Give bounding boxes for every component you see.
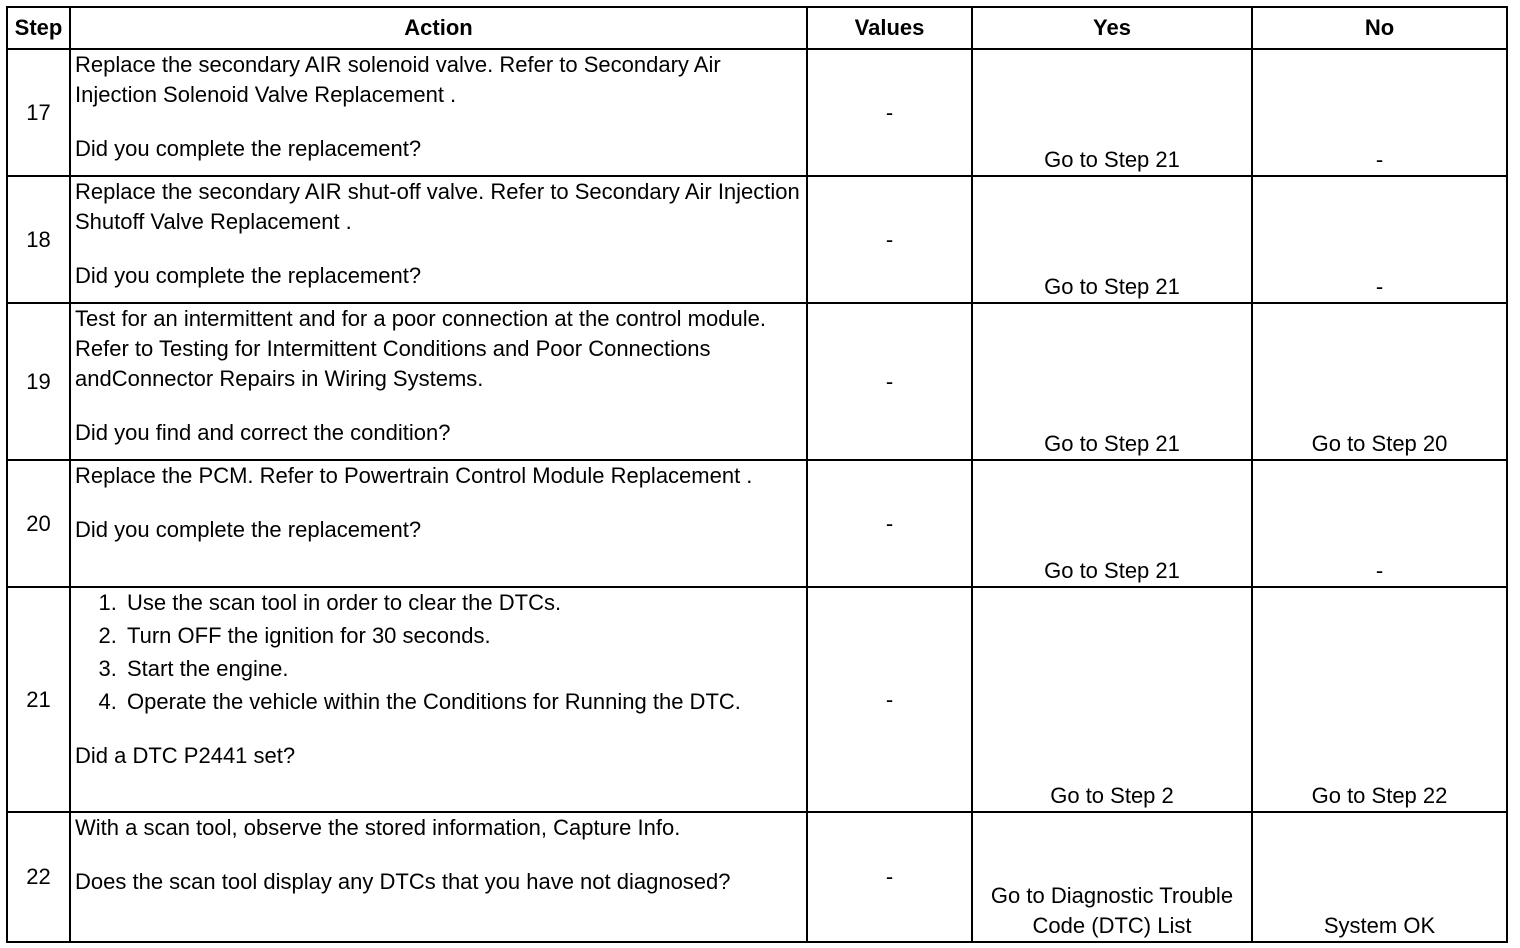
list-item: 3. Start the engine. bbox=[123, 654, 802, 684]
action-question: Does the scan tool display any DTCs that you have not diagnosed? bbox=[75, 869, 731, 894]
values-cell: - bbox=[807, 812, 972, 942]
yes-cell: Go to Step 21 bbox=[972, 303, 1252, 460]
values-cell: - bbox=[807, 587, 972, 812]
table-row bbox=[7, 49, 1507, 176]
list-item: 1. Use the scan tool in order to clear the DTCs. bbox=[123, 588, 802, 618]
table-row bbox=[7, 460, 1507, 587]
action-question: Did a DTC P2441 set? bbox=[75, 743, 296, 768]
no-cell: Go to Step 22 bbox=[1252, 587, 1507, 812]
values-cell: - bbox=[807, 460, 972, 587]
no-cell: - bbox=[1252, 460, 1507, 587]
no-cell: - bbox=[1252, 176, 1507, 303]
step-number: 18 bbox=[7, 176, 70, 303]
header-step: Step bbox=[7, 7, 70, 49]
table-row bbox=[7, 303, 1507, 460]
action-cell bbox=[70, 49, 807, 176]
action-cell bbox=[70, 587, 807, 812]
header-values: Values bbox=[807, 7, 972, 49]
action-text: Replace the secondary AIR solenoid valve. Refer to Secondary Air Injection Solenoid Valve Replacement . bbox=[75, 52, 721, 107]
action-text: Replace the PCM. Refer to Powertrain Control Module Replacement . bbox=[75, 463, 753, 488]
header-no: No bbox=[1252, 7, 1507, 49]
no-cell: System OK bbox=[1252, 812, 1507, 942]
no-cell: Go to Step 20 bbox=[1252, 303, 1507, 460]
table-row bbox=[7, 812, 1507, 942]
action-cell bbox=[70, 460, 807, 587]
table-row bbox=[7, 587, 1507, 812]
action-question: Did you complete the replacement? bbox=[75, 136, 422, 161]
action-question: Did you complete the replacement? bbox=[75, 263, 422, 288]
step-number: 19 bbox=[7, 303, 70, 460]
action-cell bbox=[70, 176, 807, 303]
list-item: 4. Operate the vehicle within the Conditions for Running the DTC. bbox=[123, 687, 802, 717]
values-cell: - bbox=[807, 303, 972, 460]
yes-cell: Go to Step 21 bbox=[972, 460, 1252, 587]
action-steps-list bbox=[75, 588, 802, 717]
action-text: Replace the secondary AIR shut-off valve. Refer to Secondary Air Injection Shutoff Valve Replacement . bbox=[75, 179, 800, 234]
step-number: 17 bbox=[7, 49, 70, 176]
header-row bbox=[7, 7, 1507, 49]
yes-cell: Go to Step 21 bbox=[972, 49, 1252, 176]
yes-cell: Go to Step 2 bbox=[972, 587, 1252, 812]
no-cell: - bbox=[1252, 49, 1507, 176]
action-question: Did you complete the replacement? bbox=[75, 517, 422, 542]
list-item: 2. Turn OFF the ignition for 30 seconds. bbox=[123, 621, 802, 651]
step-number: 20 bbox=[7, 460, 70, 587]
step-number: 21 bbox=[7, 587, 70, 812]
header-action: Action bbox=[70, 7, 807, 49]
diagnostic-table bbox=[6, 6, 1508, 943]
action-cell bbox=[70, 812, 807, 942]
action-text: Test for an intermittent and for a poor connection at the control module. Refer to Testing for Intermittent Conditions and Poor Connections andConnector Repairs in Wiring Systems. bbox=[75, 306, 766, 391]
values-cell: - bbox=[807, 49, 972, 176]
values-cell: - bbox=[807, 176, 972, 303]
step-number: 22 bbox=[7, 812, 70, 942]
yes-cell: Go to Diagnostic Trouble Code (DTC) List bbox=[972, 812, 1252, 942]
action-text: With a scan tool, observe the stored information, Capture Info. bbox=[75, 815, 681, 840]
yes-cell: Go to Step 21 bbox=[972, 176, 1252, 303]
action-question: Did you find and correct the condition? bbox=[75, 420, 451, 445]
table-row bbox=[7, 176, 1507, 303]
action-cell bbox=[70, 303, 807, 460]
header-yes: Yes bbox=[972, 7, 1252, 49]
